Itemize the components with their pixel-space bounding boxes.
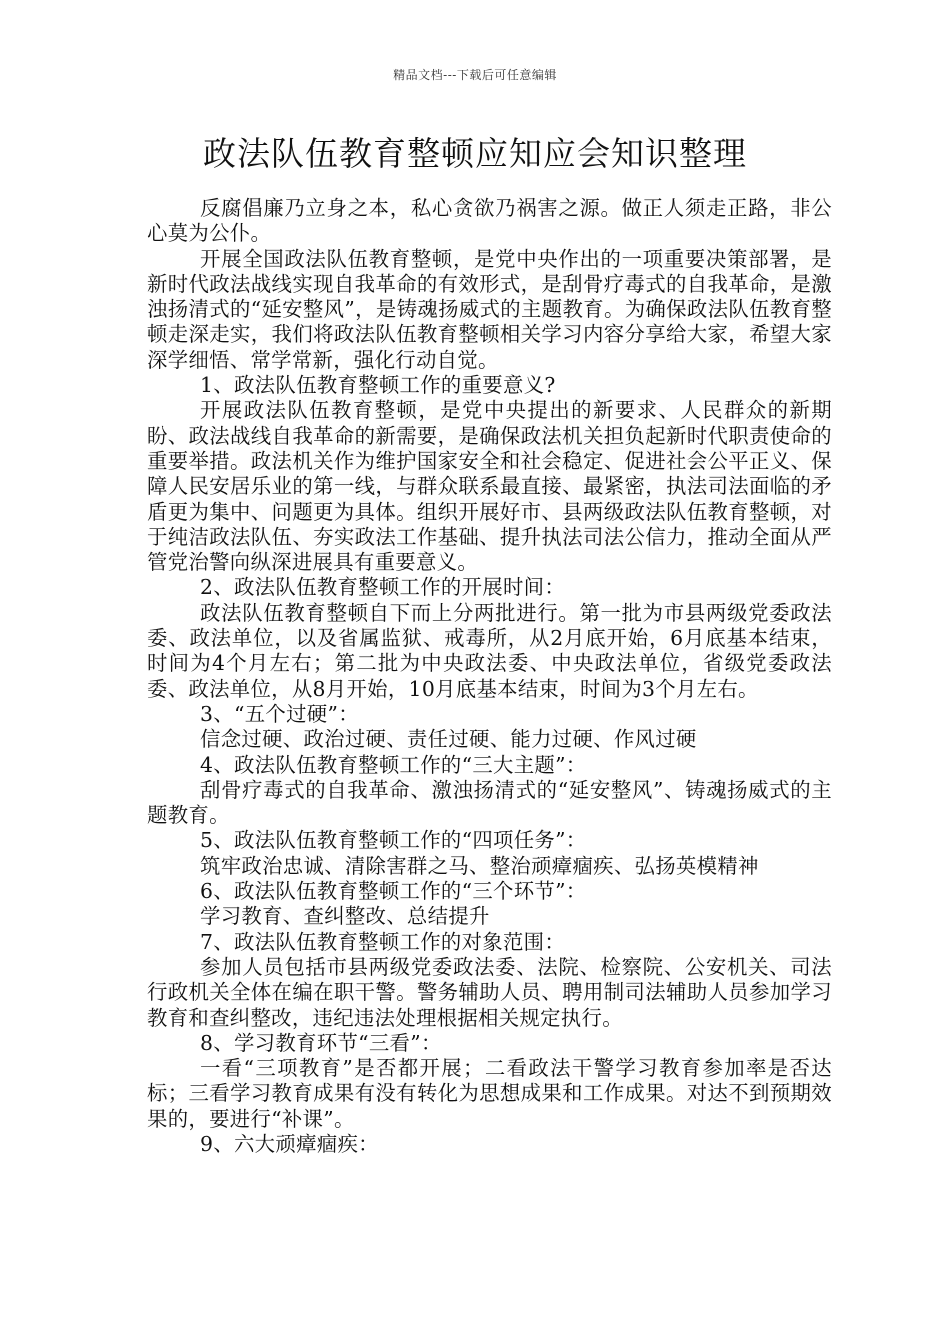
paragraph-intro: 反腐倡廉乃立身之本，私心贪欲乃祸害之源。做正人须走正路，非公心莫为公仆。 — [147, 196, 832, 246]
document-body — [147, 196, 832, 1157]
section-heading-2: 2、政法队伍教育整顿工作的开展时间： — [200, 575, 566, 600]
paragraph-schedule: 政法队伍教育整顿自下而上分两批进行。第一批为市县两级党委政法委、政法单位，以及省属监狱、戒毒所，从2月底开始，6月底基本结束，时间为4个月左右；第二批为中央政法委、中央政法单位，省级党委政法委、政法单位，从8月开始，10月底基本结束，时间为3个月左右。 — [147, 600, 832, 701]
section-heading-6: 6、政法队伍教育整顿工作的“三个环节”： — [200, 879, 587, 904]
paragraph-significance: 开展政法队伍教育整顿，是党中央提出的新要求、人民群众的新期盼、政法战线自我革命的新需要，是确保政法机关担负起新时代职责使命的重要举措。政法机关作为维护国家安全和社会稳定、促进社会公平正义、保障人民安居乐业的第一线，与群众联系最直接、最紧密，执法司法面临的矛盾更为集中、问题更为具体。组织开展好市、县两级政法队伍教育整顿，对于纯洁政法队伍、夯实政法工作基础、提升执法司法公信力，推动全面从严管党治警向纵深进展具有重要意义。 — [147, 398, 832, 575]
section-heading-9: 9、六大顽瘴痼疾： — [200, 1131, 379, 1156]
section-heading-5: 5、政法队伍教育整顿工作的“四项任务”： — [200, 828, 587, 853]
paragraph-five-standards: 信念过硬、政治过硬、责任过硬、能力过硬、作风过硬 — [200, 727, 697, 752]
paragraph-four-tasks: 筑牢政治忠诚、清除害群之马、整治顽瘴痼疾、弘扬英模精神 — [200, 853, 759, 878]
header-note: 精品文档---下载后可任意编辑 — [393, 68, 557, 82]
paragraph-scope: 参加人员包括市县两级党委政法委、法院、检察院、公安机关、司法行政机关全体在编在职干警。警务辅助人员、聘用制司法辅助人员参加学习教育和查纠整改，违纪违法处理根据相关规定执行。 — [147, 954, 832, 1030]
section-heading-4: 4、政法队伍教育整顿工作的“三大主题”： — [200, 752, 587, 777]
paragraph-three-themes: 刮骨疗毒式的自我革命、激浊扬清式的“延安整风”、铸魂扬威式的主题教育。 — [147, 777, 832, 828]
section-heading-1: 1、政法队伍教育整顿工作的重要意义? — [200, 373, 556, 398]
section-heading-8: 8、学习教育环节“三看”： — [200, 1030, 442, 1055]
section-heading-7: 7、政法队伍教育整顿工作的对象范围： — [200, 929, 566, 954]
document-title: 政法队伍教育整顿应知应会知识整理 — [203, 134, 747, 173]
paragraph-three-checks: 一看“三项教育”是否都开展；二看政法干警学习教育参加率是否达标；三看学习教育成果有没有转化为思想成果和工作成果。对达不到预期效果的，要进行“补课”。 — [147, 1056, 832, 1131]
paragraph-background: 开展全国政法队伍教育整顿，是党中央作出的一项重要决策部署，是新时代政法战线实现自我革命的有效形式，是刮骨疗毒式的自我革命，是激浊扬清式的“延安整风”，是铸魂扬威式的主题教育。为确保政法队伍教育整顿走深走实，我们将政法队伍教育整顿相关学习内容分享给大家，希望大家深学细悟、常学常新，强化行动自觉。 — [147, 246, 832, 372]
section-heading-3: 3、“五个过硬”： — [200, 701, 359, 726]
paragraph-three-stages: 学习教育、查纠整改、总结提升 — [200, 904, 490, 929]
